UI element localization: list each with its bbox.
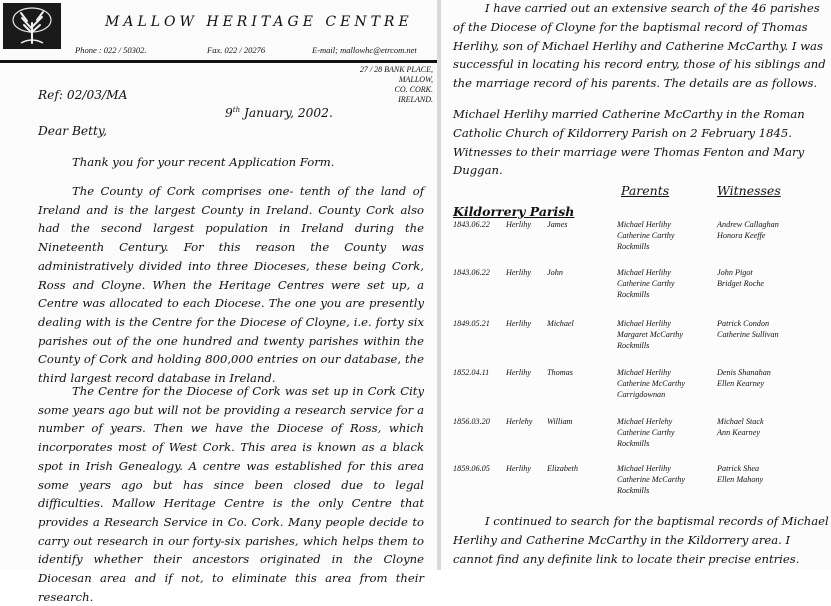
baptism-date: 1843.06.22 [453,268,490,277]
child-first-name: Michael [547,319,574,328]
parent-line: Rockmills [617,439,650,448]
baptism-date: 1843.06.22 [453,220,490,229]
fax-number: Fax. 022 / 20276 [207,45,266,55]
witness-line: Michael Stack [717,417,764,426]
witness-line: Denis Shanahan [717,368,771,377]
parent-line: Michael Herlehy [617,417,673,426]
child-first-name: William [547,417,573,426]
witnesses-cell [717,463,763,485]
parent-line: Michael Herlihy [617,268,671,277]
parent-line: Rockmills [617,290,650,299]
witness-line: Ellen Kearney [717,379,765,388]
child-first-name: Elizabeth [547,464,578,473]
date-suffix: th [232,106,241,114]
parent-line: Catherine Carthy [617,279,675,288]
child-first-name: Thomas [547,368,573,377]
date-rest: January, 2002. [240,106,333,121]
witness-line: John Pigot [717,268,753,277]
baptism-date: 1859.06.05 [453,464,490,473]
parent-line: Catherine McCarthy [617,379,685,388]
parent-line: Rockmills [617,486,650,495]
parent-line: Michael Herlihy [617,464,671,473]
tree-logo-icon [3,3,61,49]
witness-line: Ellen Mahony [717,475,764,484]
child-surname: Herlehy [506,417,533,426]
salutation: Dear Betty, [38,124,108,138]
parent-line: Carrigdownan [617,390,666,399]
parish-heading: Kildorrery Parish [453,204,575,219]
child-surname: Herlihy [506,268,532,277]
baptism-date: 1852.04.11 [453,368,490,377]
parent-line: Rockmills [617,242,650,251]
closing-paragraph: I continued to search for the baptismal records of Michael Herlihy and Catherine McCarthy in the Kildorrery area. I cannot find any definite link to locate their precise entries. [453,514,829,566]
parent-line: Catherine Carthy [617,428,675,437]
witnesses-column-header: Witnesses [717,183,781,198]
child-surname: Herlihy [506,368,532,377]
letter-paragraph: Thank you for your recent Application Form. [72,155,335,169]
witness-line: Honora Keeffe [717,231,766,240]
parents-cell [617,219,675,252]
address-line: 27 / 28 BANK PLACE, [359,65,433,74]
address-line: MALLOW, [398,75,433,84]
parents-cell [617,267,675,300]
letter-paragraph: The Centre for the Diocese of Cork was set up in Cork City some years ago but will not be providing a research service for a number of years. Then we have the Diocese of Ross, which incorporates most of West Cork. This area is known as a black spot in Irish Genealogy. A centre was established for this area some years ago but has since been closed due to legal difficulties. Mallow Heritage Centre is the only Centre that provides a Research Service in Co. Cork. Many people decide to carry out research in our forty-six parishes, which helps them to identify whether their ancestors originated in the Cloyne Diocesan area and if not, to eliminate this area from their research. [38,384,424,604]
parent-line: Michael Herlihy [617,319,671,328]
reference-number: Ref: 02/03/MA [38,88,128,102]
witnesses-cell [717,219,779,241]
witness-line: Patrick Condon [717,319,770,328]
parent-line: Catherine McCarthy [617,475,685,484]
parent-line: Rockmills [617,341,650,350]
letter-paragraph: The County of Cork comprises one- tenth of the land of Ireland and is the largest County in Ireland. County Cork also had the second largest population in Ireland during the Nineteenth Century. For this reason the County was administratively divided into three Dioceses, these being Cork, Ross and Cloyne. When the Heritage Centres were set up, a Centre was allocated to each Diocese. The one you are presently dealing with is the Centre for the Diocese of Cloyne, i.e. forty six parishes out of the one hundred and twenty parishes within the County of Cork and holding 800,000 entries on our database, the third largest record database in Ireland. [38,184,424,386]
witnesses-cell [717,416,764,438]
parent-line: Michael Herlihy [617,368,671,377]
letterhead-divider [0,60,437,63]
report-page [441,0,831,570]
parents-cell [617,463,685,496]
child-surname: Herlihy [506,464,532,473]
search-intro-paragraph: I have carried out an extensive search of the 46 parishes of the Diocese of Cloyne for the baptismal record of Thomas Herlihy, son of Michael Herlihy and Catherine McCarthy. I was successful in locating his record entry, those of his siblings and the marriage record of his parents. The details are as follows. [453,1,826,91]
child-first-name: James [547,220,568,229]
organization-name: MALLOW HERITAGE CENTRE [105,14,413,30]
parents-column-header: Parents [621,183,670,198]
letter-date [225,101,333,123]
witness-line: Patrick Shea [717,464,760,473]
address-line: IRELAND. [398,95,433,104]
witnesses-cell [717,367,771,389]
parents-cell [617,367,685,400]
parents-cell [617,416,675,449]
child-surname: Herlihy [506,220,532,229]
witness-line: Bridget Roche [717,279,765,288]
witnesses-cell [717,318,779,340]
parent-line: Catherine Carthy [617,231,675,240]
child-first-name: John [547,268,563,277]
witnesses-cell [717,267,764,289]
parent-line: Michael Herlihy [617,220,671,229]
phone-number: Phone : 022 / 50302. [75,45,147,55]
parents-cell [617,318,683,351]
baptism-date: 1849.05.21 [453,319,490,328]
witness-line: Ann Kearney [717,428,760,437]
email-address: E-mail; mallowhc@etrcom.net [312,45,417,55]
child-surname: Herlihy [506,319,532,328]
postal-address [360,65,433,105]
marriage-paragraph: Michael Herlihy married Catherine McCarthy in the Roman Catholic Church of Kildorrery Parish on 2 February 1845. Witnesses to their marriage were Thomas Fenton and Mary Duggan. [453,107,805,178]
parent-line: Margaret McCarthy [617,330,684,339]
date-day: 9 [225,106,233,121]
witness-line: Andrew Callaghan [717,220,779,229]
witness-line: Catherine Sullivan [717,330,779,339]
address-line: CO. CORK. [394,85,433,94]
baptism-date: 1856.03.20 [453,417,490,426]
